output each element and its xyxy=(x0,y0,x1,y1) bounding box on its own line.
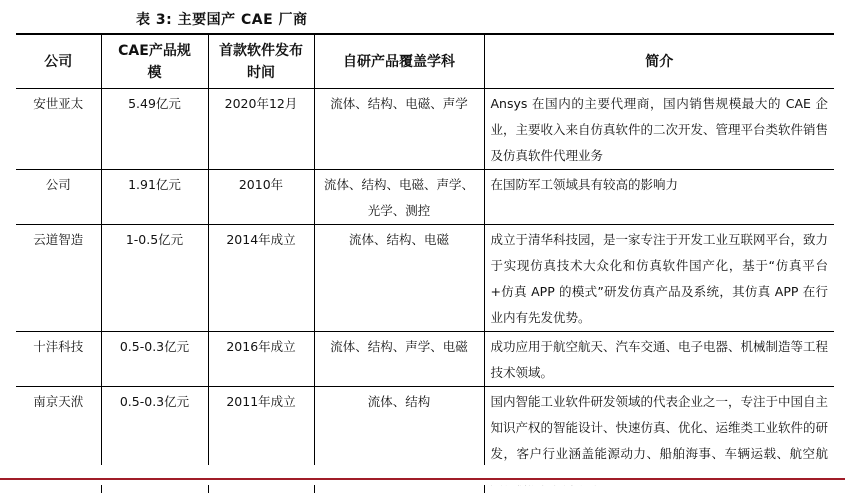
cell-disciplines: 流体、结构 xyxy=(314,387,484,493)
cell-company: 安世亚太 xyxy=(16,89,101,170)
header-disciplines: 自研产品覆盖学科 xyxy=(314,35,484,89)
table-caption: 表 3: 主要国产 CAE 厂商 xyxy=(136,9,308,29)
header-release: 首款软件发布时间 xyxy=(208,35,314,89)
cell-intro: 国内智能工业软件研发领域的代表企业之一，专注于中国自主知识产权的智能设计、快速仿真、优化、运维类工业软件的研发，客户行业涵盖能源动力、船舶海事、车辆运载、航空航 xyxy=(484,387,834,493)
cell-scale: 1-0.5亿元 xyxy=(101,225,208,332)
cell-scale: 1.91亿元 xyxy=(101,170,208,225)
cell-release: 2016年成立 xyxy=(208,332,314,387)
cell-release: 2010年 xyxy=(208,170,314,225)
page-bottom-margin xyxy=(16,465,834,485)
cell-release: 2014年成立 xyxy=(208,225,314,332)
cell-disciplines: 流体、结构、电磁、声学 xyxy=(314,89,484,170)
cell-release: 2011年成立 xyxy=(208,387,314,493)
cell-scale: 5.49亿元 xyxy=(101,89,208,170)
cell-scale: 0.5-0.3亿元 xyxy=(101,387,208,493)
header-scale: CAE产品规模 xyxy=(101,35,208,89)
cell-disciplines: 流体、结构、电磁 xyxy=(314,225,484,332)
cell-scale: 0.5-0.3亿元 xyxy=(101,332,208,387)
cell-disciplines: 流体、结构、声学、电磁 xyxy=(314,332,484,387)
cae-vendors-table xyxy=(16,35,834,493)
cell-company: 十沣科技 xyxy=(16,332,101,387)
cell-intro: 在国防军工领域具有较高的影响力 xyxy=(484,170,834,225)
table-row xyxy=(16,170,834,225)
table-row xyxy=(16,332,834,387)
table-row xyxy=(16,89,834,170)
cell-intro: Ansys 在国内的主要代理商，国内销售规模最大的 CAE 企业，主要收入来自仿真软件的二次开发、管理平台类软件销售及仿真软件代理业务 xyxy=(484,89,834,170)
table-row xyxy=(16,225,834,332)
header-row xyxy=(16,35,834,89)
header-company: 公司 xyxy=(16,35,101,89)
cell-disciplines: 流体、结构、电磁、声学、光学、测控 xyxy=(314,170,484,225)
cell-company: 云道智造 xyxy=(16,225,101,332)
footer-rule xyxy=(0,478,845,480)
cell-release: 2020年12月 xyxy=(208,89,314,170)
cell-company: 南京天洑 xyxy=(16,387,101,493)
cell-company: 公司 xyxy=(16,170,101,225)
cell-intro: 成功应用于航空航天、汽车交通、电子电器、机械制造等工程技术领域。 xyxy=(484,332,834,387)
cell-intro: 成立于清华科技园，是一家专注于开发工业互联网平台，致力于实现仿真技术大众化和仿真软件国产化，基于“仿真平台+仿真 APP 的模式”研发仿真产品及系统，其仿真 APP 在行业内有先发优势。 xyxy=(484,225,834,332)
header-intro: 简介 xyxy=(484,35,834,89)
